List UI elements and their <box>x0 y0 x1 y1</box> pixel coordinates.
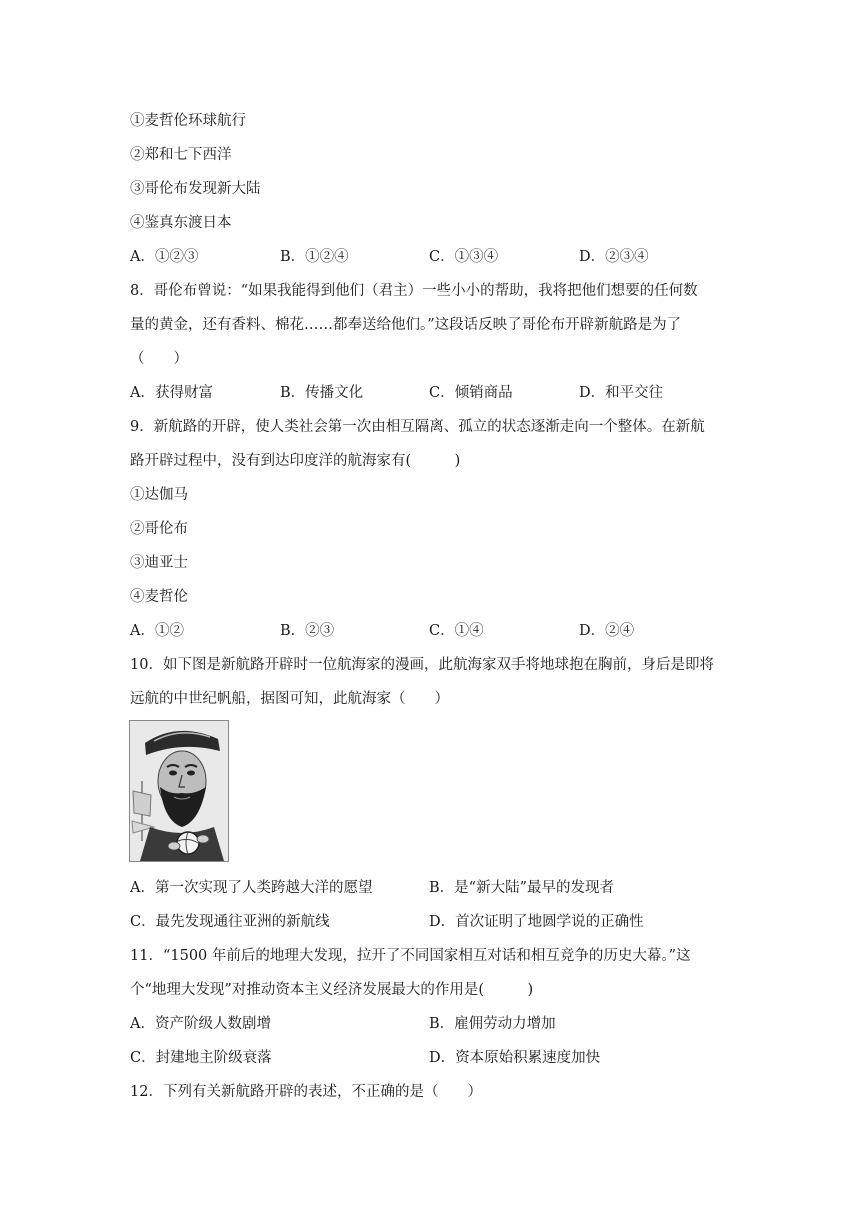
q7-option-d: D．②③④ <box>579 249 649 265</box>
q10-option-a: A．第一次实现了人类跨越大洋的愿望 <box>130 880 373 896</box>
q9-item-4: ④麦哲伦 <box>130 589 188 605</box>
q9-option-c: C．①④ <box>429 623 484 639</box>
q8-stem-line-2: 量的黄金，还有香料、棉花……都奉送给他们。”这段话反映了哥伦布开辟新航路是为了 <box>130 317 682 333</box>
q9-stem-line-1: 9．新航路的开辟，使人类社会第一次由相互隔离、孤立的状态逐渐走向一个整体。在新航 <box>130 419 705 435</box>
q8-option-c: C．倾销商品 <box>429 385 513 401</box>
q9-item-1: ①达伽马 <box>130 487 188 503</box>
q9-option-b: B．②③ <box>280 623 335 639</box>
q8-option-a: A．获得财富 <box>130 385 213 401</box>
q9-option-a: A．①② <box>130 623 184 639</box>
q11-stem-line-2: 个“地理大发现”对推动资本主义经济发展最大的作用是( ) <box>130 982 534 998</box>
q7-item-4: ④鉴真东渡日本 <box>130 215 232 231</box>
q7-option-a: A．①②③ <box>130 249 199 265</box>
q7-option-c: C．①③④ <box>429 249 499 265</box>
q11-stem-line-1: 11．“1500 年前后的地理大发现，拉开了不同国家相互对话和相互竞争的历史大幕。”这 <box>130 948 691 964</box>
q7-item-2: ②郑和七下西洋 <box>130 147 232 163</box>
q8-option-b: B．传播文化 <box>280 385 364 401</box>
q10-stem-line-2: 远航的中世纪帆船，据图可知，此航海家（ ） <box>130 691 449 707</box>
q12-stem-line-1: 12．下列有关新航路开辟的表述，不正确的是（ ） <box>130 1084 482 1100</box>
q9-item-2: ②哥伦布 <box>130 521 188 537</box>
q9-option-d: D．②④ <box>579 623 635 639</box>
q9-item-3: ③迪亚士 <box>130 555 188 571</box>
q11-option-b: B．雇佣劳动力增加 <box>429 1016 556 1032</box>
q10-option-b: B．是“新大陆”最早的发现者 <box>429 880 614 896</box>
navigator-cartoon-illustration <box>129 720 229 862</box>
q10-option-d: D．首次证明了地圆学说的正确性 <box>429 914 644 930</box>
q10-option-c: C．最先发现通往亚洲的新航线 <box>130 914 330 930</box>
q11-option-a: A．资产阶级人数剧增 <box>130 1016 271 1032</box>
q8-stem-line-1: 8．哥伦布曾说：“如果我能得到他们（君主）一些小小的帮助，我将把他们想要的任何数 <box>130 283 698 299</box>
q10-stem-line-1: 10．如下图是新航路开辟时一位航海家的漫画，此航海家双手将地球抱在胸前，身后是即将 <box>130 657 714 673</box>
q8-stem-line-3: （ ） <box>130 351 188 367</box>
q11-option-d: D．资本原始积累速度加快 <box>429 1050 601 1066</box>
q7-item-1: ①麦哲伦环球航行 <box>130 113 246 129</box>
q9-stem-line-2: 路开辟过程中，没有到达印度洋的航海家有( ) <box>130 453 461 469</box>
q7-item-3: ③哥伦布发现新大陆 <box>130 181 261 197</box>
q8-option-d: D．和平交往 <box>579 385 664 401</box>
q7-option-b: B．①②④ <box>280 249 349 265</box>
q11-option-c: C．封建地主阶级衰落 <box>130 1050 272 1066</box>
